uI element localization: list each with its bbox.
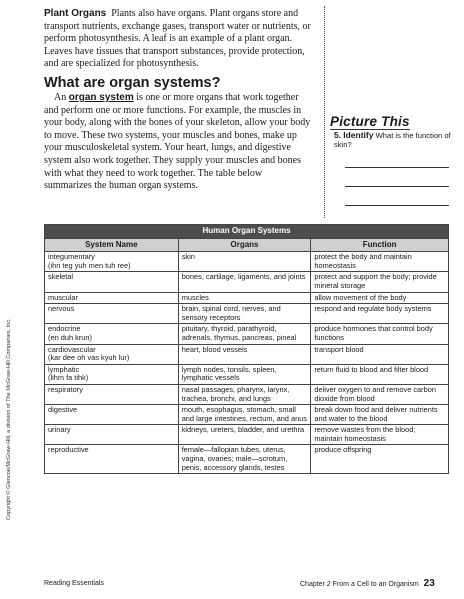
organ-systems-paragraph <box>44 92 312 193</box>
cell-organs: mouth, esophagus, stomach, small and large intestines, rectum, and anus <box>178 405 311 425</box>
cell-organs: muscles <box>178 292 311 304</box>
cell-function: produce hormones that control body functions <box>311 324 449 344</box>
cell-function: protect the body and maintain homeostasis <box>311 252 449 272</box>
table-body <box>45 252 449 474</box>
cell-organs: skin <box>178 252 311 272</box>
cell-function: deliver oxygen to and remove carbon dioxide from blood <box>311 384 449 404</box>
cell-organs: brain, spinal cord, nerves, and sensory receptors <box>178 304 311 324</box>
cell-system-name: cardiovascular (kar dee oh vas kyuh lur) <box>45 344 179 364</box>
plant-organs-heading: Plant Organs <box>44 8 107 19</box>
question-verb: Identify <box>343 130 374 140</box>
plant-organs-paragraph <box>44 8 312 71</box>
picture-this-label: Picture This <box>330 114 410 129</box>
copyright-notice <box>0 290 12 520</box>
cell-organs: female—fallopian tubes, uterus, vagina, ovaries; male—scrotum, penis, accessory glands, testes <box>178 445 311 474</box>
table-row <box>45 425 449 445</box>
cell-system-name: reproductive <box>45 445 179 474</box>
sidebar-divider <box>324 6 325 218</box>
organ-systems-table <box>44 224 449 474</box>
cell-system-name: nervous <box>45 304 179 324</box>
header-system-name: System Name <box>45 238 179 252</box>
cell-function: transport blood <box>311 344 449 364</box>
table-row <box>45 384 449 404</box>
cell-organs: kidneys, ureters, bladder, and urethra <box>178 425 311 445</box>
footer-book-title: Reading Essentials <box>44 580 104 587</box>
cell-system-name: muscular <box>45 292 179 304</box>
answer-line-3[interactable] <box>345 205 449 206</box>
cell-function: remove wastes from the blood; maintain homeostasis <box>311 425 449 445</box>
plant-organs-text: Plants also have organs. Plant organs store and transport nutrients, exchange gases, transport water or nutrients, or perform photosynthesis. A leaf is an example of a plant organ. Leaves have tissues that transport substances, provide protection, and are specialized for photosynthesis. <box>44 8 311 70</box>
table-row <box>45 252 449 272</box>
cell-system-name: endocrine (en duh krun) <box>45 324 179 344</box>
cell-function: break down food and deliver nutrients and water to the blood <box>311 405 449 425</box>
copyright-text: Copyright © Glencoe/McGraw-Hill, a division of The McGraw-Hill Companies, Inc. <box>6 318 12 520</box>
key-term: organ system <box>68 91 134 103</box>
table-caption: Human Organ Systems <box>45 225 449 239</box>
table-row <box>45 364 449 384</box>
cell-system-name: skeletal <box>45 272 179 292</box>
cell-organs: pituitary, thyroid, parathyroid, adrenals, thymus, pancreas, pineal <box>178 324 311 344</box>
answer-line-2[interactable] <box>345 186 449 187</box>
page-number: 23 <box>423 578 435 589</box>
table-row <box>45 272 449 292</box>
table-row <box>45 292 449 304</box>
cell-system-name: urinary <box>45 425 179 445</box>
table-row <box>45 324 449 344</box>
header-organs: Organs <box>178 238 311 252</box>
cell-function: allow movement of the body <box>311 292 449 304</box>
paragraph-body: is one or more organs that work together and perform one or more functions. For example, the muscles in your body, along with the bones of your skeleton, allow your body to move. These two systems, your muscles and bones, make up your musculoskeletal system. Your heart, lungs, and digestive system also work together. They supply your muscles and bones with what they need to work together. The table below summarizes the human organ systems. <box>44 91 311 192</box>
cell-organs: nasal passages, pharynx, larynx, trachea, bronchi, and lungs <box>178 384 311 404</box>
table-row <box>45 344 449 364</box>
cell-organs: heart, blood vessels <box>178 344 311 364</box>
question-text: What is the function of skin? <box>334 131 451 149</box>
footer-chapter-title: Chapter 2 From a Cell to an Organism <box>300 581 419 588</box>
cell-function: protect and support the body; provide mineral storage <box>311 272 449 292</box>
question-5 <box>334 131 452 149</box>
table-row <box>45 304 449 324</box>
table-row <box>45 445 449 474</box>
answer-line-1[interactable] <box>345 167 449 168</box>
cell-system-name: digestive <box>45 405 179 425</box>
paragraph-start: An <box>54 91 67 103</box>
cell-organs: lymph nodes, tonsils, spleen, lymphatic vessels <box>178 364 311 384</box>
table-row <box>45 405 449 425</box>
cell-system-name: integumentary (ihn teg yuh men tuh ree) <box>45 252 179 272</box>
cell-function: return fluid to blood and filter blood <box>311 364 449 384</box>
picture-this-title <box>330 114 410 129</box>
footer-chapter <box>300 578 435 589</box>
cell-function: respond and regulate body systems <box>311 304 449 324</box>
cell-organs: bones, cartilage, ligaments, and joints <box>178 272 311 292</box>
main-text-column <box>44 8 312 193</box>
header-function: Function <box>311 238 449 252</box>
cell-function: produce offspring <box>311 445 449 474</box>
section-heading: What are organ systems? <box>44 74 221 91</box>
cell-system-name: respiratory <box>45 384 179 404</box>
cell-system-name: lymphatic (lihm fa tihk) <box>45 364 179 384</box>
question-number: 5. <box>334 130 342 140</box>
